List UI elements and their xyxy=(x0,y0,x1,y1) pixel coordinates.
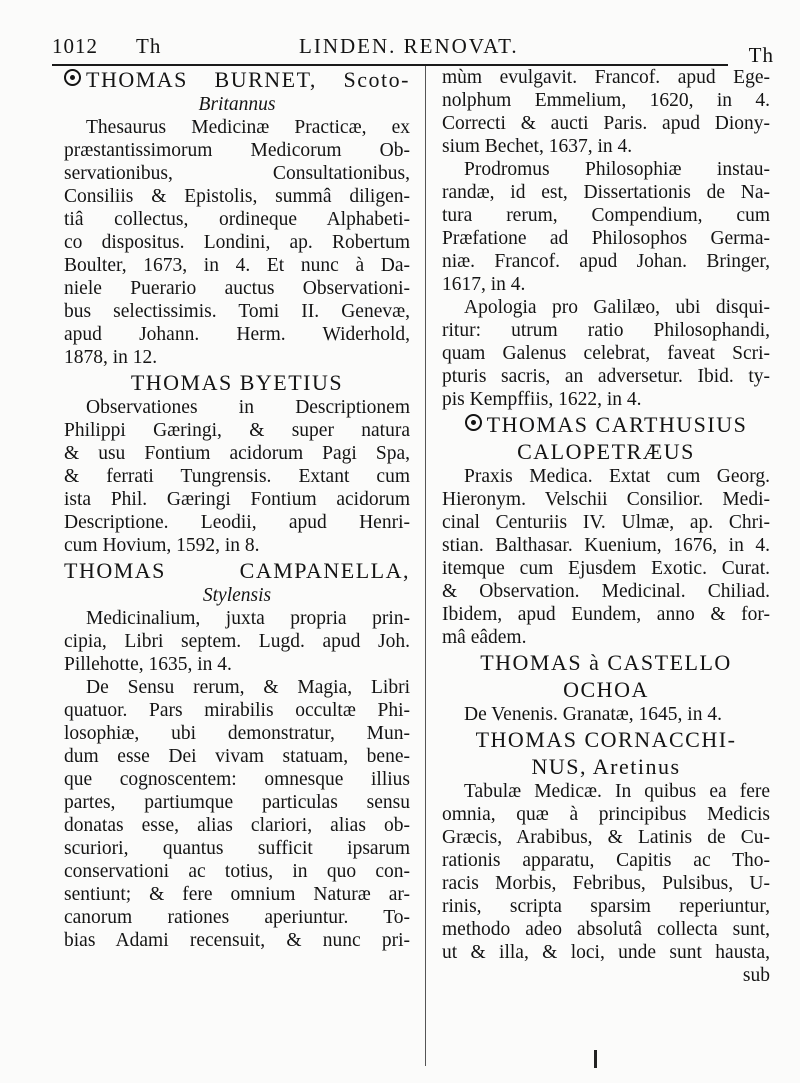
line-text: Descriptione. Leodii, apud Henri- xyxy=(64,512,410,533)
line-text: ut & illa, & loci, unde sunt hausta, xyxy=(442,942,770,963)
text-line xyxy=(64,745,410,768)
text-line xyxy=(64,488,410,511)
text-line xyxy=(64,791,410,814)
text-line xyxy=(64,607,410,630)
text-line xyxy=(442,511,770,534)
line-text: THOMAS CAMPANELLA, xyxy=(64,558,410,583)
text-line xyxy=(442,181,770,204)
text-line xyxy=(442,365,770,388)
line-text: & usu Fontium acidorum Pagi Spa, xyxy=(64,443,410,464)
line-text: randæ, id est, Dissertationis de Na- xyxy=(442,182,770,203)
entry-heading xyxy=(64,557,410,584)
text-line xyxy=(442,158,770,181)
line-text: dum esse Dei vivam statuam, bene- xyxy=(64,746,410,767)
line-text: rationis apparatu, Capitis ac Tho- xyxy=(442,850,770,871)
line-text: Correcti & aucti Paris. apud Diony- xyxy=(442,113,770,134)
text-line xyxy=(64,837,410,860)
line-text: THOMAS BYETIUS xyxy=(130,370,344,395)
text-line xyxy=(442,703,770,726)
text-line xyxy=(64,929,410,952)
text-line xyxy=(442,918,770,941)
line-text: rinis, scripta sparsim reperiuntur, xyxy=(442,896,770,917)
line-text: Medicinalium, juxta propria prin- xyxy=(86,608,410,629)
text-line xyxy=(64,231,410,254)
text-line xyxy=(442,227,770,250)
line-text: Tabulæ Medicæ. In quibus ea fere xyxy=(464,781,770,802)
line-text: losophiæ, ubi demonstratur, Mun- xyxy=(64,723,410,744)
text-line xyxy=(64,534,410,557)
line-text: THOMAS BURNET, Scoto- xyxy=(86,67,410,92)
text-line xyxy=(64,323,410,346)
text-line xyxy=(442,580,770,603)
line-text: quam Galenus celebrat, faveat Scri- xyxy=(442,343,770,364)
line-text: 1617, in 4. xyxy=(442,274,526,295)
text-line xyxy=(442,112,770,135)
line-text: THOMAS CORNACCHI- xyxy=(475,727,737,752)
line-text: bias Adami recensuit, & nunc pri- xyxy=(64,930,410,951)
line-text: cum Hovium, 1592, in 8. xyxy=(64,535,260,556)
line-text: quatuor. Pars mirabilis occultæ Phi- xyxy=(64,700,410,721)
line-text: OCHOA xyxy=(563,677,649,702)
text-line xyxy=(64,419,410,442)
text-line xyxy=(442,135,770,158)
entry-heading xyxy=(442,411,770,438)
text-line xyxy=(64,883,410,906)
line-text: sentiunt; & fere omnium Naturæ ar- xyxy=(64,884,410,905)
line-text: itemque cum Ejusdem Exotic. Curat. xyxy=(442,558,770,579)
line-text: Britannus xyxy=(198,94,276,115)
left-abbreviation: Th xyxy=(136,34,162,58)
circle-dot-icon xyxy=(465,414,482,431)
line-text: co dispositus. Londini, ap. Robertum xyxy=(64,232,410,253)
text-line xyxy=(64,768,410,791)
line-text: Consiliis & Epistolis, summâ diligen- xyxy=(64,186,410,207)
line-text: Ibidem, apud Eundem, anno & for- xyxy=(442,604,770,625)
footer-mark xyxy=(594,1050,597,1068)
line-text: Observationes in Descriptionem xyxy=(86,397,410,418)
line-text: præstantissimorum Medicorum Ob- xyxy=(64,140,410,161)
line-text: ista Phil. Gæringi Fontium acidorum xyxy=(64,489,410,510)
circle-dot-icon xyxy=(64,69,81,86)
text-line xyxy=(64,722,410,745)
line-text: mùm evulgavit. Francof. apud Ege- xyxy=(442,67,770,88)
text-line xyxy=(442,66,770,89)
line-text: tiâ collectus, ordineque Alphabeti- xyxy=(64,209,410,230)
line-text: tura rerum, Compendium, cum xyxy=(442,205,770,226)
entry-heading xyxy=(64,66,410,93)
text-line xyxy=(64,277,410,300)
text-line xyxy=(442,626,770,649)
text-line xyxy=(64,699,410,722)
line-text: Stylensis xyxy=(202,585,272,606)
line-text: THOMAS CARTHUSIUS xyxy=(486,412,748,437)
running-head xyxy=(52,34,774,67)
text-line xyxy=(64,906,410,929)
text-line xyxy=(64,116,410,139)
right-abbreviation: Th xyxy=(748,43,774,67)
line-text: que cognoscentem: omnesque illius xyxy=(64,769,410,790)
line-text: racis Morbis, Febribus, Pulsibus, U- xyxy=(442,873,770,894)
right-column xyxy=(442,66,770,987)
text-line xyxy=(442,849,770,872)
text-line xyxy=(442,465,770,488)
line-text: Præfatione ad Philosophos Germa- xyxy=(442,228,770,249)
page-number: 1012 xyxy=(52,34,98,58)
line-text: & ferrati Tungrensis. Extant cum xyxy=(64,466,410,487)
line-text: partes, partiumque particulas sensu xyxy=(64,792,410,813)
line-text: pturis sacris, an adversetur. Ibid. ty- xyxy=(442,366,770,387)
running-title: LINDEN. RENOVAT. xyxy=(299,34,519,58)
text-line xyxy=(64,396,410,419)
text-line xyxy=(64,465,410,488)
line-text: niæ. Francof. apud Johan. Bringer, xyxy=(442,251,770,272)
line-text: bus selectissimis. Tomi II. Genevæ, xyxy=(64,301,410,322)
left-column xyxy=(64,66,410,952)
text-line xyxy=(64,254,410,277)
line-text: donatas esse, alias clariori, alias ob- xyxy=(64,815,410,836)
line-text: CALOPETRÆUS xyxy=(517,439,695,464)
line-text: Græcis, Arabibus, & Latinis de Cu- xyxy=(442,827,770,848)
line-text: omnia, quæ à principibus Medicis xyxy=(442,804,770,825)
text-line xyxy=(442,250,770,273)
column-divider xyxy=(425,66,426,1066)
text-line xyxy=(64,860,410,883)
text-line xyxy=(64,93,410,116)
line-text: servationibus, Consultationibus, xyxy=(64,163,410,184)
entry-heading xyxy=(442,649,770,676)
line-text: canorum rationes aperiuntur. To- xyxy=(64,907,410,928)
line-text: Thesaurus Medicinæ Practicæ, ex xyxy=(86,117,410,138)
line-text: cipia, Libri septem. Lugd. apud Joh. xyxy=(64,631,410,652)
entry-heading xyxy=(442,753,770,780)
text-line xyxy=(442,872,770,895)
text-line xyxy=(64,653,410,676)
catchword xyxy=(442,964,770,987)
text-line xyxy=(442,557,770,580)
line-text: & Observation. Medicinal. Chiliad. xyxy=(442,581,770,602)
text-line xyxy=(64,162,410,185)
line-text: Apologia pro Galilæo, ubi disqui- xyxy=(464,297,770,318)
line-text: apud Johann. Herm. Widerhold, xyxy=(64,324,410,345)
text-line xyxy=(64,676,410,699)
text-line xyxy=(442,204,770,227)
line-text: THOMAS à CASTELLO xyxy=(480,650,732,675)
entry-heading xyxy=(64,369,410,396)
text-line xyxy=(442,273,770,296)
line-text: stian. Balthasar. Kuenium, 1676, in 4. xyxy=(442,535,770,556)
line-text: methodo adeo absolutâ collecta sunt, xyxy=(442,919,770,940)
text-line xyxy=(442,296,770,319)
text-line xyxy=(442,488,770,511)
line-text: De Venenis. Granatæ, 1645, in 4. xyxy=(464,704,722,725)
text-line xyxy=(442,780,770,803)
line-text: Hieronym. Velschii Consilior. Medi- xyxy=(442,489,770,510)
line-text: sub xyxy=(742,965,770,986)
text-line xyxy=(442,89,770,112)
text-line xyxy=(442,603,770,626)
line-text: scuriori, quantus sufficit ipsarum xyxy=(64,838,410,859)
line-text: mâ eâdem. xyxy=(442,627,527,648)
text-line xyxy=(442,342,770,365)
line-text: Prodromus Philosophiæ instau- xyxy=(464,159,770,180)
line-text: niele Puerario auctus Observationi- xyxy=(64,278,410,299)
line-text: 1878, in 12. xyxy=(64,347,158,368)
line-text: sium Bechet, 1637, in 4. xyxy=(442,136,633,157)
line-text: conservationi ac totius, in quo con- xyxy=(64,861,410,882)
text-line xyxy=(64,442,410,465)
entry-heading xyxy=(442,676,770,703)
line-text: pis Kempffiis, 1622, in 4. xyxy=(442,389,642,410)
line-text: NUS, Aretinus xyxy=(531,754,681,779)
text-line xyxy=(442,534,770,557)
line-text: Boulter, 1673, in 4. Et nunc à Da- xyxy=(64,255,410,276)
line-text: De Sensu rerum, & Magia, Libri xyxy=(86,677,410,698)
line-text: nolphum Emmelium, 1620, in 4. xyxy=(442,90,770,111)
text-line xyxy=(64,185,410,208)
entry-heading xyxy=(442,726,770,753)
text-line xyxy=(442,826,770,849)
entry-heading xyxy=(442,438,770,465)
text-line xyxy=(64,814,410,837)
line-text: cinal Centuriis IV. Ulmæ, ap. Chri- xyxy=(442,512,770,533)
text-line xyxy=(64,346,410,369)
text-line xyxy=(442,941,770,964)
text-line xyxy=(442,895,770,918)
text-line xyxy=(442,803,770,826)
text-line xyxy=(442,319,770,342)
line-text: Philippi Gæringi, & super natura xyxy=(64,420,410,441)
text-line xyxy=(64,630,410,653)
text-line xyxy=(64,300,410,323)
text-line xyxy=(64,208,410,231)
line-text: Pillehotte, 1635, in 4. xyxy=(64,654,232,675)
text-line xyxy=(64,139,410,162)
line-text: ritur: utrum ratio Philosophandi, xyxy=(442,320,770,341)
text-line xyxy=(64,511,410,534)
text-line xyxy=(442,388,770,411)
line-text: Praxis Medica. Extat cum Georg. xyxy=(464,466,770,487)
text-line xyxy=(64,584,410,607)
